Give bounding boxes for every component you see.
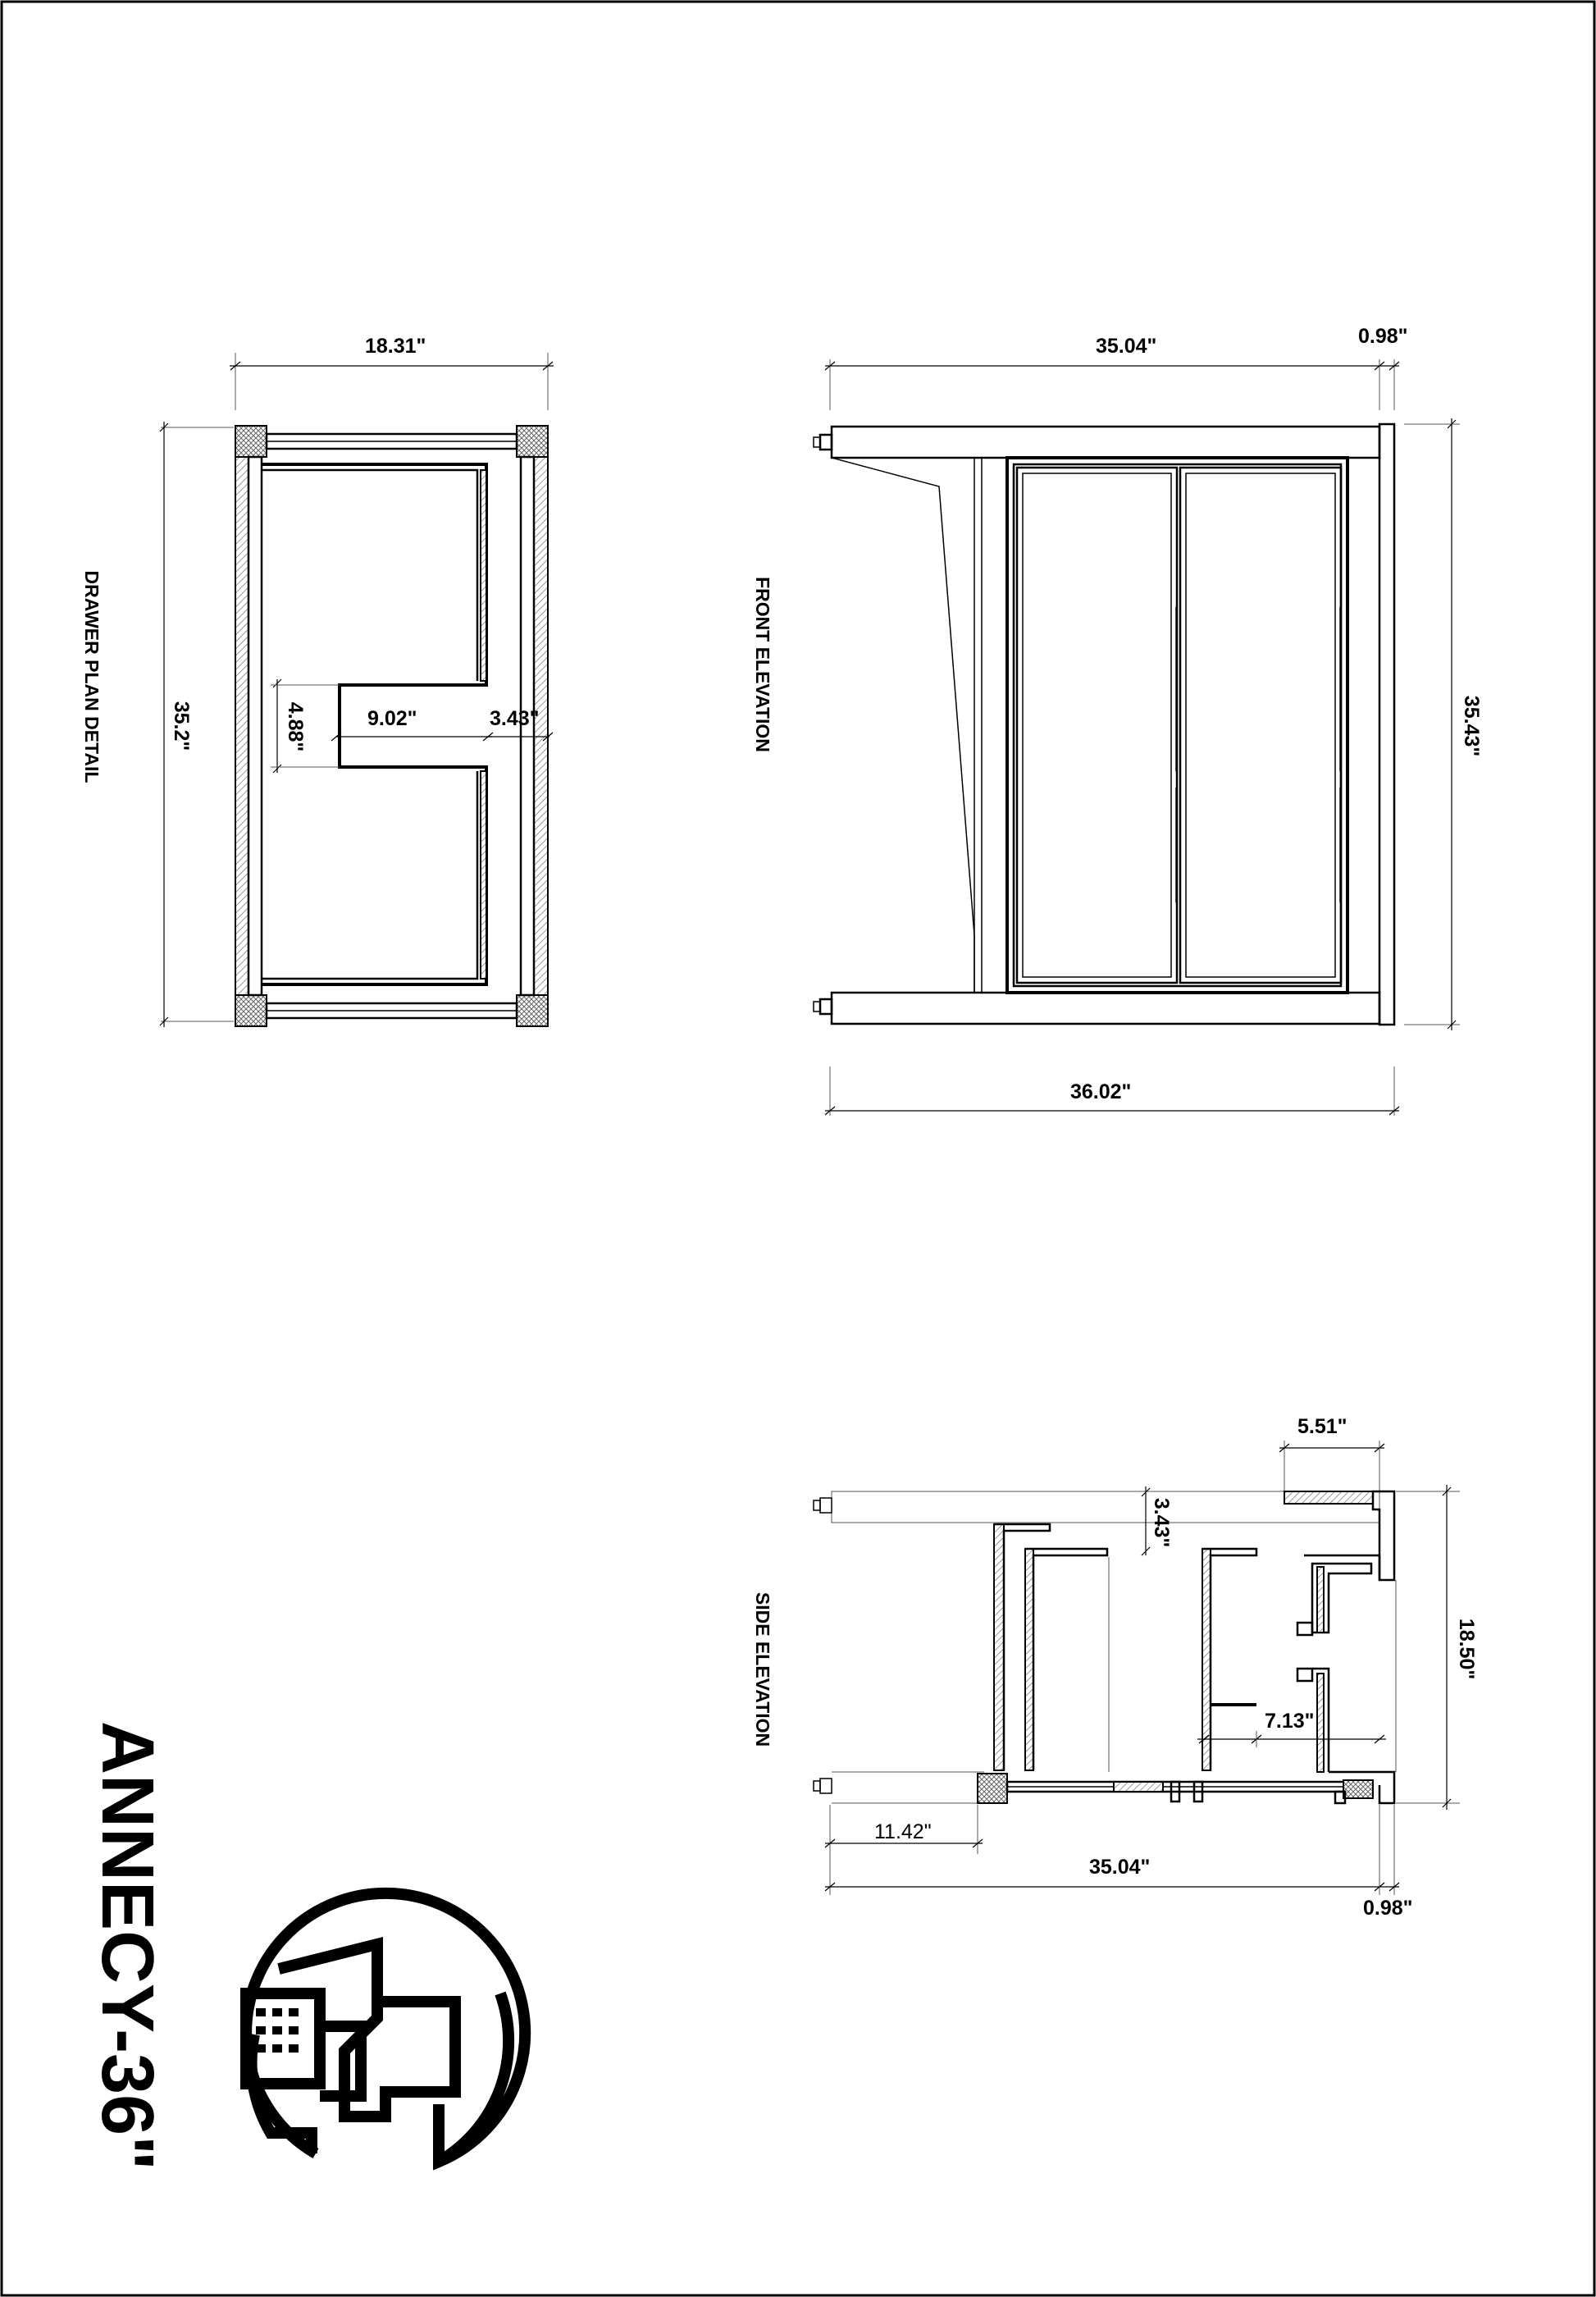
front-elevation (752, 325, 1483, 1116)
brand-title: ANNECY-36" (86, 1721, 168, 2171)
front-top-edge-dimension: 0.98" (1358, 325, 1408, 348)
drawer-plan-detail (81, 335, 554, 1027)
side-height-dimension: 18.50" (1455, 1618, 1478, 1680)
front-top-width-dimension: 35.04" (1096, 335, 1157, 358)
front-elevation-title: FRONT ELEVATION (752, 577, 773, 752)
side-elevation (752, 1415, 1478, 1920)
notch-depth-dimension: 9.02" (367, 707, 417, 730)
side-top-detail-dimension: 5.51" (1297, 1415, 1347, 1438)
building-in-circle-logo (246, 1893, 525, 2162)
sheet-border (2, 2, 1594, 2295)
drawer-width-dimension: 18.31" (365, 335, 426, 358)
side-top-gap-dimension: 3.43" (1150, 1497, 1173, 1548)
side-elevation-title: SIDE ELEVATION (752, 1591, 773, 1747)
side-inner-dimension: 7.13" (1265, 1710, 1315, 1733)
side-edge-dimension: 0.98" (1363, 1897, 1413, 1920)
front-height-dimension: 35.43" (1460, 695, 1483, 757)
front-bottom-width-dimension: 36.02" (1070, 1080, 1132, 1103)
drawer-height-dimension: 35.2" (170, 701, 193, 751)
drawer-plan-title: DRAWER PLAN DETAIL (81, 570, 103, 783)
notch-height-dimension: 4.88" (284, 701, 307, 752)
side-left-offset-dimension: 11.42" (874, 1820, 932, 1843)
side-gap-dimension: 3.43" (490, 707, 540, 730)
side-width-dimension: 35.04" (1089, 1856, 1151, 1879)
